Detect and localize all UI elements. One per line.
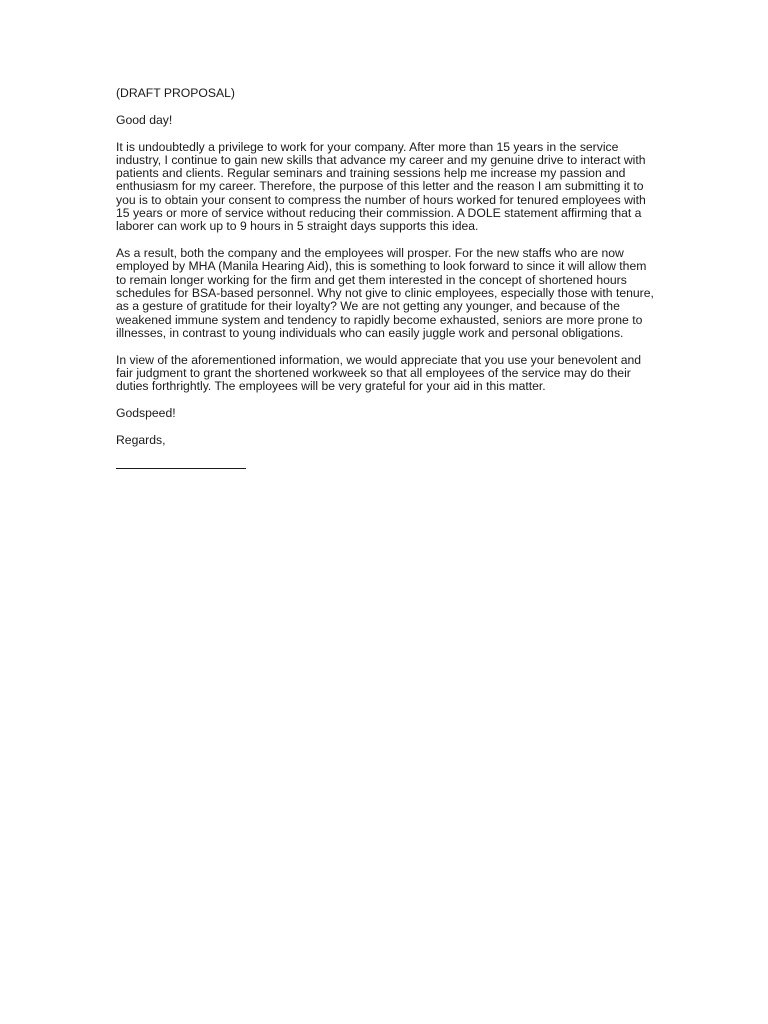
- letter-sign-off: Godspeed!: [116, 406, 176, 421]
- signature-line: [116, 461, 246, 469]
- letter-closing: Regards,: [116, 432, 166, 447]
- letter-paragraph: In view of the aforementioned information, we would appreciate that you use your benevolent and fair judgment to grant the shortened workweek so that all employees of the service may do their duties forthrightly. The employees will be very grateful for your aid in this matter.: [116, 352, 642, 394]
- letter-paragraph: As a result, both the company and the employees will prosper. For the new staffs who are now employed by MHA (Manila Hearing Aid), this is something to look forward to since it will allow them to remain longer working for the firm and get them interested in the concept of shortened hours schedules for BSA-based personnel. Why not give to clinic employees, especially those with tenure, as a gesture of gratitude for their loyalty? We are not getting any younger, and because of the weakened immune system and tendency to rapidly become exhausted, seniors are more prone to illnesses, in contrast to young individuals who can easily juggle work and personal obligations.: [116, 246, 654, 340]
- letter-heading: (DRAFT PROPOSAL): [116, 86, 235, 100]
- letter-greeting: Good day!: [116, 112, 173, 127]
- letter-body: [116, 87, 654, 469]
- letter-paragraph: It is undoubtedly a privilege to work for your company. After more than 15 years in the service industry, I continue to gain new skills that advance my career and my genuine drive to interact with patients and clients. Regular seminars and training sessions help me increase my passion and enthusiasm for my career. Therefore, the purpose of this letter and the reason I am submitting it to you is to obtain your consent to compress the number of hours worked for tenured employees with 15 years or more of service without reducing their commission. A DOLE statement affirming that a laborer can work up to 9 hours in 5 straight days supports this idea.: [116, 139, 646, 234]
